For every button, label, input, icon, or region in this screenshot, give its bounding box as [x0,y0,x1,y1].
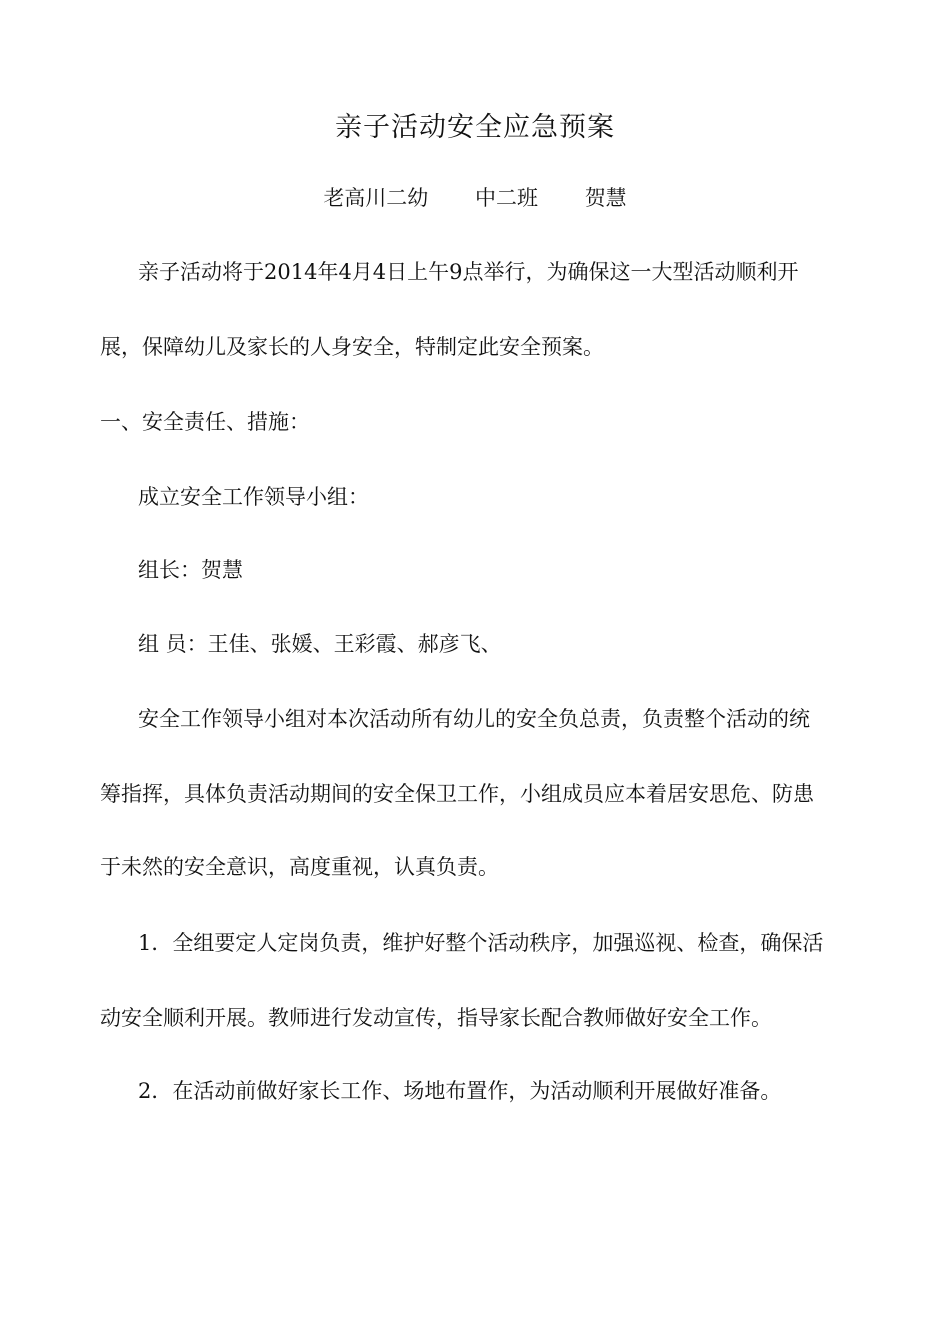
paragraph-leadership-group: 成立安全工作领导小组： [138,485,369,509]
class-name: 中二班 [475,186,538,210]
section-heading-safety: 一、安全责任、措施： [100,410,310,434]
author-name: 贺慧 [584,186,627,210]
paragraph-responsibility-line-2: 筹指挥，具体负责活动期间的安全保卫工作，小组成员应本着居安思危、防患 [100,782,814,806]
paragraph-responsibility-line-3: 于未然的安全意识，高度重视，认真负责。 [100,855,499,879]
list-item-2: 2．在活动前做好家长工作、场地布置作，为活动顺利开展做好准备。 [138,1079,782,1103]
paragraph-group-leader: 组长：贺慧 [138,558,243,582]
author-line [0,184,950,212]
list-item-1-line-1: 1．全组要定人定岗负责，维护好整个活动秩序，加强巡视、检查，确保活 [138,931,824,955]
school-name: 老高川二幼 [323,186,429,210]
paragraph-group-members: 组 员：王佳、张媛、王彩霞、郝彦飞、 [138,632,502,656]
paragraph-intro-line-1: 亲子活动将于2014年4月4日上午9点举行，为确保这一大型活动顺利开 [138,260,799,284]
paragraph-intro-line-2: 展，保障幼儿及家长的人身安全，特制定此安全预案。 [100,335,604,359]
paragraph-responsibility-line-1: 安全工作领导小组对本次活动所有幼儿的安全负总责，负责整个活动的统 [138,707,810,731]
list-item-1-line-2: 动安全顺利开展。教师进行发动宣传，指导家长配合教师做好安全工作。 [100,1006,772,1030]
document-title: 亲子活动安全应急预案 [335,112,615,143]
